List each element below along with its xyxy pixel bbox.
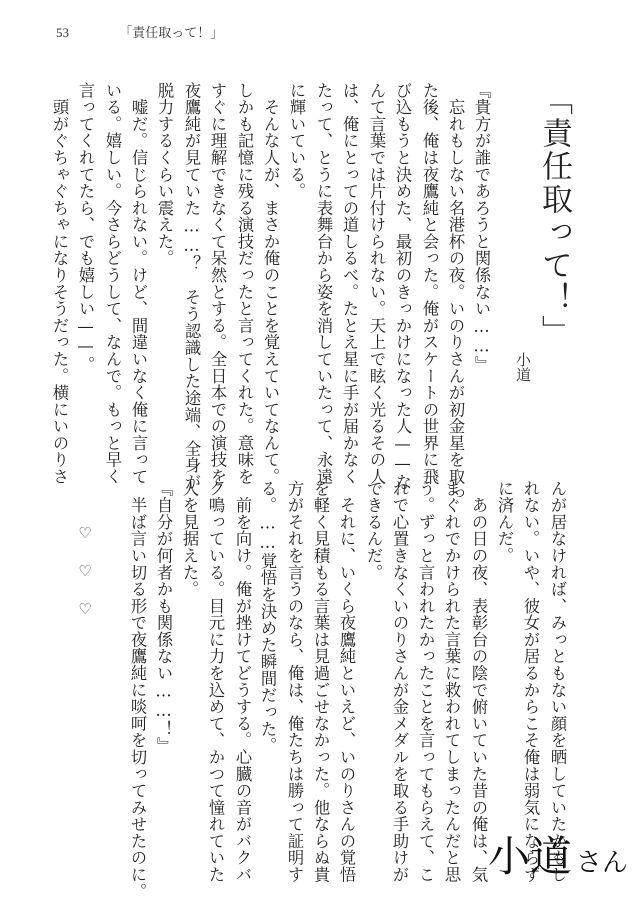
text-column: 忘れもしない名港杯の夜。いのりさんが初金星を取っ [446, 82, 465, 502]
text-column: び込もうと決めた、最初のきっかけになった人——な [393, 82, 412, 491]
text-column: ク鳴っている。目元に力を込めて、かつて憧れていた [206, 480, 225, 883]
text-column: 言ってくれてたら、でも嬉しい——。 [76, 82, 95, 373]
text-column: そんな人が、まさか俺のことを覚えていてなんて。 [261, 82, 280, 485]
text-column: 方がそれを言うのなら、俺は、俺たちは勝って証明す [285, 480, 304, 883]
text-column: 人を見据えた。 [180, 480, 199, 598]
text-column: 前を向け。俺が挫けてどうする。心臓の音がバクバ [233, 480, 252, 883]
text-column: んて言葉では片付けられない。天上で眩く光るその人 [367, 82, 386, 485]
text-column: う。ずっと言われたかったことを言ってもらえて、こ [416, 480, 435, 883]
text-column: に輝いている。 [287, 82, 306, 200]
text-column: る。……覚悟を決めた瞬間だった。 [258, 480, 277, 755]
text-column: た後、俺は夜鷹純と会った。俺がスケートの世界に飛 [420, 82, 439, 485]
running-title: 「責任取って！」 [119, 25, 224, 40]
text-column: 『自分が何者かも関係ない……！』 [154, 480, 173, 755]
text-column: たって、とうに表舞台から姿を消していたって、永遠 [314, 82, 333, 485]
heart-icons: ♡♡♡ [76, 524, 94, 638]
text-column: あの日の夜、表彰台の陰で俯いていた昔の俺は、気 [469, 480, 488, 883]
text-column: 嘘だ。信じられない。けど、間違いなく俺に言って [129, 82, 148, 485]
text-column: 夜鷹純が見ていた……？ そう認識した途端、全身が [182, 82, 201, 491]
text-column: は、俺にとっての道しるべ。たとえ星に手が届かなく [340, 82, 359, 485]
story-title: 「責任取って！」 [536, 84, 572, 348]
text-column: 頭がぐちゃぐちゃになりそうだった。横にいのりさ [50, 82, 69, 485]
signature-name: 小道 [488, 832, 573, 881]
text-column: を軽く見積もる言葉は見過ごせなかった。他ならぬ貴 [311, 480, 330, 883]
text-column: いる。嬉しい。今さらどうして、なんで。もっと早く [103, 82, 122, 485]
text-column: に済んだ。 [495, 480, 514, 564]
text-column: 半ば言い切る形で夜鷹純に啖呵を切ってみせたのに。 [128, 480, 147, 900]
text-column: 脱力するくらい震えた。 [155, 82, 174, 267]
text-column: まぐれでかけられた言葉に救われてしまったんだと思 [442, 480, 461, 883]
text-column: すぐに理解できなくて呆然とする。全日本での演技を [208, 82, 227, 485]
page-number: 53 [56, 25, 69, 40]
text-column: できるんだ。 [364, 480, 383, 581]
running-header [56, 22, 223, 41]
author-signature [488, 832, 629, 881]
text-column: れで心置きなくいのりさんが金メダルを取る手助けが [390, 480, 409, 883]
text-column: れない。いや、彼女が居るからこそ俺は弱気にならず [521, 480, 540, 883]
text-column: 『貴方が誰であろうと関係ない……』 [472, 82, 491, 373]
signature-suffix: さん [576, 848, 629, 878]
author-byline: 小道 [514, 352, 532, 382]
text-column: それに、いくら夜鷹純といえど、いのりさんの覚悟 [337, 480, 356, 883]
text-column: しかも記憶に残る演技だったと言ってくれた。意味を [235, 82, 254, 485]
text-column: んが居なければ、みっともない顔を晒していたかもし [548, 480, 567, 883]
